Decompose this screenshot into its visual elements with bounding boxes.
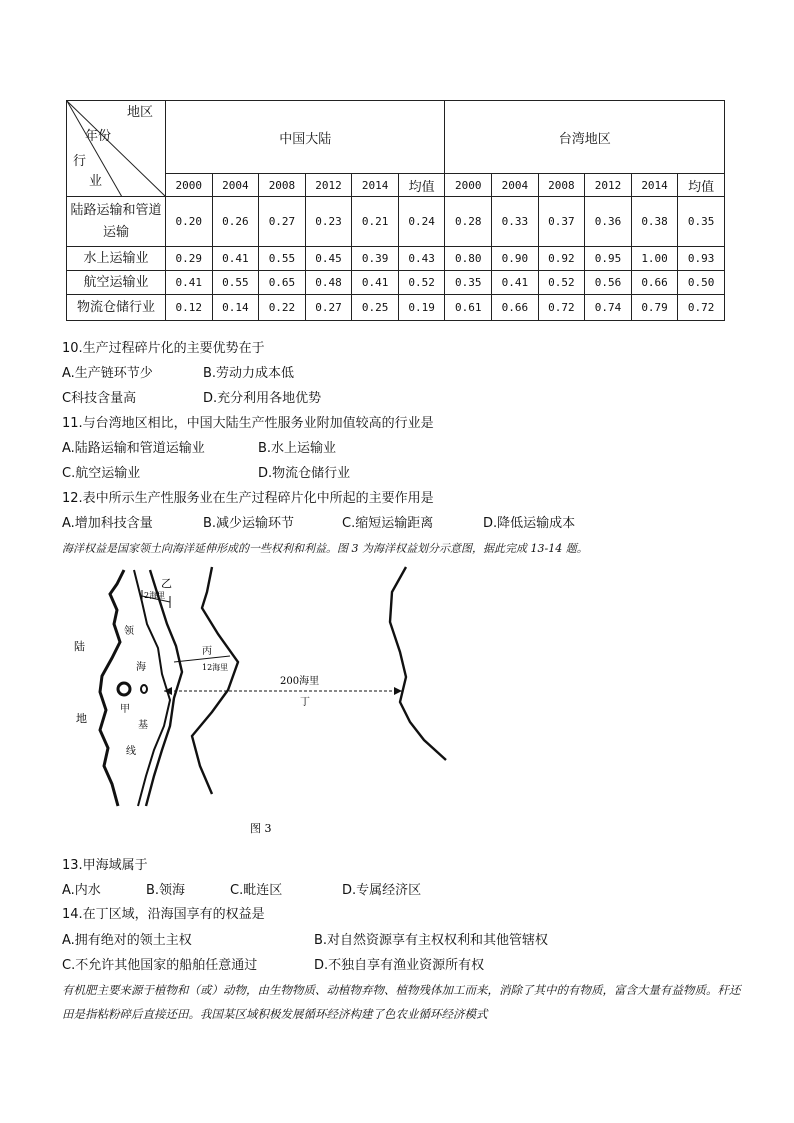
- table-cell: 0.50: [678, 271, 725, 295]
- row-name: 物流仓储行业: [67, 295, 166, 321]
- year-header: 2008: [538, 174, 585, 197]
- table-cell: 0.28: [445, 197, 492, 247]
- table-cell: 0.92: [538, 247, 585, 271]
- q11-option-a: A.陆路运输和管道运输业: [62, 441, 205, 456]
- q12-option-a: A.增加科技含量: [62, 516, 153, 531]
- table-cell: 0.61: [445, 295, 492, 321]
- table-row: [67, 271, 725, 295]
- table-cell: 0.21: [352, 197, 399, 247]
- q13-option-a: A.内水: [62, 883, 101, 898]
- q10-option-a: A.生产链环节少: [62, 366, 153, 381]
- table-cell: 0.33: [492, 197, 539, 247]
- table-cell: 0.29: [166, 247, 213, 271]
- table-cell: 0.90: [492, 247, 539, 271]
- question-11-stem: 11.与台湾地区相比，中国大陆生产性服务业附加值较高的行业是: [62, 416, 434, 431]
- label-land-lu: 陆: [74, 640, 85, 653]
- table-cell: 0.25: [352, 295, 399, 321]
- year-header: 2004: [212, 174, 259, 197]
- table-cell: 0.48: [305, 271, 352, 295]
- table-cell: 0.41: [352, 271, 399, 295]
- question-12-stem: 12.表中所示生产性服务业在生产过程碎片化中所起的主要作用是: [62, 491, 434, 506]
- territorial-sea-line: [146, 570, 182, 806]
- year-header: 2000: [166, 174, 213, 197]
- question-13-stem: 13.甲海域属于: [62, 858, 148, 873]
- data-table: [66, 100, 725, 321]
- paragraph-text: 有机肥主要来源于植物和（或）动物，由生物物质、动植物弃物、植物残体加工而来，消除了其中的有物质，富含大量有益物质。秆还田是指粘粉碎后直接还田。我国某区域积极发展循环经济构建了色农业循环经济模式: [62, 983, 741, 1021]
- table-cell: 0.35: [445, 271, 492, 295]
- label-hai: 海: [136, 662, 146, 673]
- table-cell: 0.27: [305, 295, 352, 321]
- q11-option-c: C.航空运输业: [62, 466, 141, 481]
- corner-year-label: 年份: [85, 129, 112, 144]
- table-cell: 0.23: [305, 197, 352, 247]
- table-cell: 0.20: [166, 197, 213, 247]
- table-cell: 0.38: [631, 197, 678, 247]
- label-bing-distance: 12海里: [202, 663, 229, 672]
- table-cell: 0.52: [398, 271, 445, 295]
- year-header-average: 均值: [678, 174, 725, 197]
- q10-option-c: C科技含量高: [62, 391, 137, 406]
- table-row: [67, 247, 725, 271]
- table-cell: 0.22: [259, 295, 306, 321]
- q14-option-a: A.拥有绝对的领土主权: [62, 933, 192, 948]
- table-cell: 0.66: [492, 295, 539, 321]
- label-land-di: 地: [76, 712, 87, 725]
- label-ling: 领: [124, 626, 134, 637]
- q11-option-b: B.水上运输业: [258, 441, 337, 456]
- q13-option-c: C.毗连区: [230, 883, 283, 898]
- eez-line: [390, 567, 446, 760]
- corner-industry-bottom-label: 业: [89, 174, 103, 189]
- table-cell: 0.80: [445, 247, 492, 271]
- row-name: 陆路运输和管道运输: [67, 197, 166, 247]
- table-cell: 0.79: [631, 295, 678, 321]
- table-cell: 0.72: [678, 295, 725, 321]
- table-cell: 1.00: [631, 247, 678, 271]
- question-14-stem: 14.在丁区域，沿海国享有的权益是: [62, 907, 265, 922]
- q10-option-d: D.充分利用各地优势: [203, 391, 322, 406]
- corner-industry-top-label: 行: [73, 154, 87, 169]
- label-ding-distance: 200海里: [280, 676, 320, 687]
- table-cell: 0.55: [259, 247, 306, 271]
- corner-region-label: 地区: [127, 105, 154, 120]
- label-ji: 基: [138, 720, 148, 731]
- table-cell: 0.93: [678, 247, 725, 271]
- label-yi-distance: 2海里: [144, 591, 166, 600]
- region-header-taiwan: 台湾地区: [445, 101, 725, 174]
- table-cell: 0.27: [259, 197, 306, 247]
- question-10-stem: 10.生产过程碎片化的主要优势在于: [62, 341, 265, 356]
- table-cell: 0.72: [538, 295, 585, 321]
- q12-option-b: B.减少运输环节: [203, 516, 295, 531]
- q13-option-b: B.领海: [146, 883, 186, 898]
- label-yi: 乙: [161, 577, 172, 590]
- table-cell: 0.36: [585, 197, 632, 247]
- q14-option-c: C.不允许其他国家的船舶任意通过: [62, 958, 258, 973]
- year-header: 2000: [445, 174, 492, 197]
- table-cell: 0.45: [305, 247, 352, 271]
- coastline: [100, 570, 124, 806]
- q12-option-d: D.降低运输成本: [483, 516, 576, 531]
- table-cell: 0.43: [398, 247, 445, 271]
- row-name: 水上运输业: [67, 247, 166, 271]
- q12-option-c: C.缩短运输距离: [342, 516, 434, 531]
- table-cell: 0.66: [631, 271, 678, 295]
- row-name: 航空运输业: [67, 271, 166, 295]
- region-header-mainland: 中国大陆: [166, 101, 445, 174]
- table-row: [67, 197, 725, 247]
- figure-caption: 图 3: [250, 822, 272, 835]
- intro-text: 海洋权益是国家领土向海洋延伸形成的一些权利和利益。图 3 为海洋权益划分示意图，据此完成 13-14 题。: [62, 542, 588, 555]
- table-corner-header: [67, 101, 166, 197]
- table-row: [67, 295, 725, 321]
- table-cell: 0.39: [352, 247, 399, 271]
- table-cell: 0.74: [585, 295, 632, 321]
- label-jia: 甲: [120, 704, 130, 715]
- label-xian: 线: [126, 746, 136, 757]
- table-cell: 0.55: [212, 271, 259, 295]
- year-header: 2012: [305, 174, 352, 197]
- year-header: 2014: [352, 174, 399, 197]
- q11-option-d: D.物流仓储行业: [258, 466, 351, 481]
- table-cell: 0.19: [398, 295, 445, 321]
- table-cell: 0.56: [585, 271, 632, 295]
- table-cell: 0.41: [212, 247, 259, 271]
- table-cell: 0.41: [166, 271, 213, 295]
- table-cell: 0.24: [398, 197, 445, 247]
- contiguous-zone-line: [192, 567, 238, 794]
- q14-option-d: D.不独自享有渔业资源所有权: [314, 958, 485, 973]
- table-cell: 0.41: [492, 271, 539, 295]
- maritime-rights-figure: [62, 562, 502, 844]
- year-header: 2004: [492, 174, 539, 197]
- table-cell: 0.95: [585, 247, 632, 271]
- year-header-average: 均值: [398, 174, 445, 197]
- island: [141, 685, 147, 693]
- table-cell: 0.26: [212, 197, 259, 247]
- label-ding: 丁: [300, 697, 310, 708]
- table-cell: 0.37: [538, 197, 585, 247]
- baseline: [134, 570, 170, 806]
- year-header: 2014: [631, 174, 678, 197]
- table-cell: 0.65: [259, 271, 306, 295]
- year-header: 2012: [585, 174, 632, 197]
- table-cell: 0.14: [212, 295, 259, 321]
- q13-option-d: D.专属经济区: [342, 883, 422, 898]
- q14-option-b: B.对自然资源享有主权权利和其他管辖权: [314, 933, 549, 948]
- year-header: 2008: [259, 174, 306, 197]
- q10-option-b: B.劳动力成本低: [203, 366, 295, 381]
- island: [118, 683, 130, 695]
- label-bing: 丙: [202, 646, 212, 657]
- table-cell: 0.52: [538, 271, 585, 295]
- table-cell: 0.35: [678, 197, 725, 247]
- table-cell: 0.12: [166, 295, 213, 321]
